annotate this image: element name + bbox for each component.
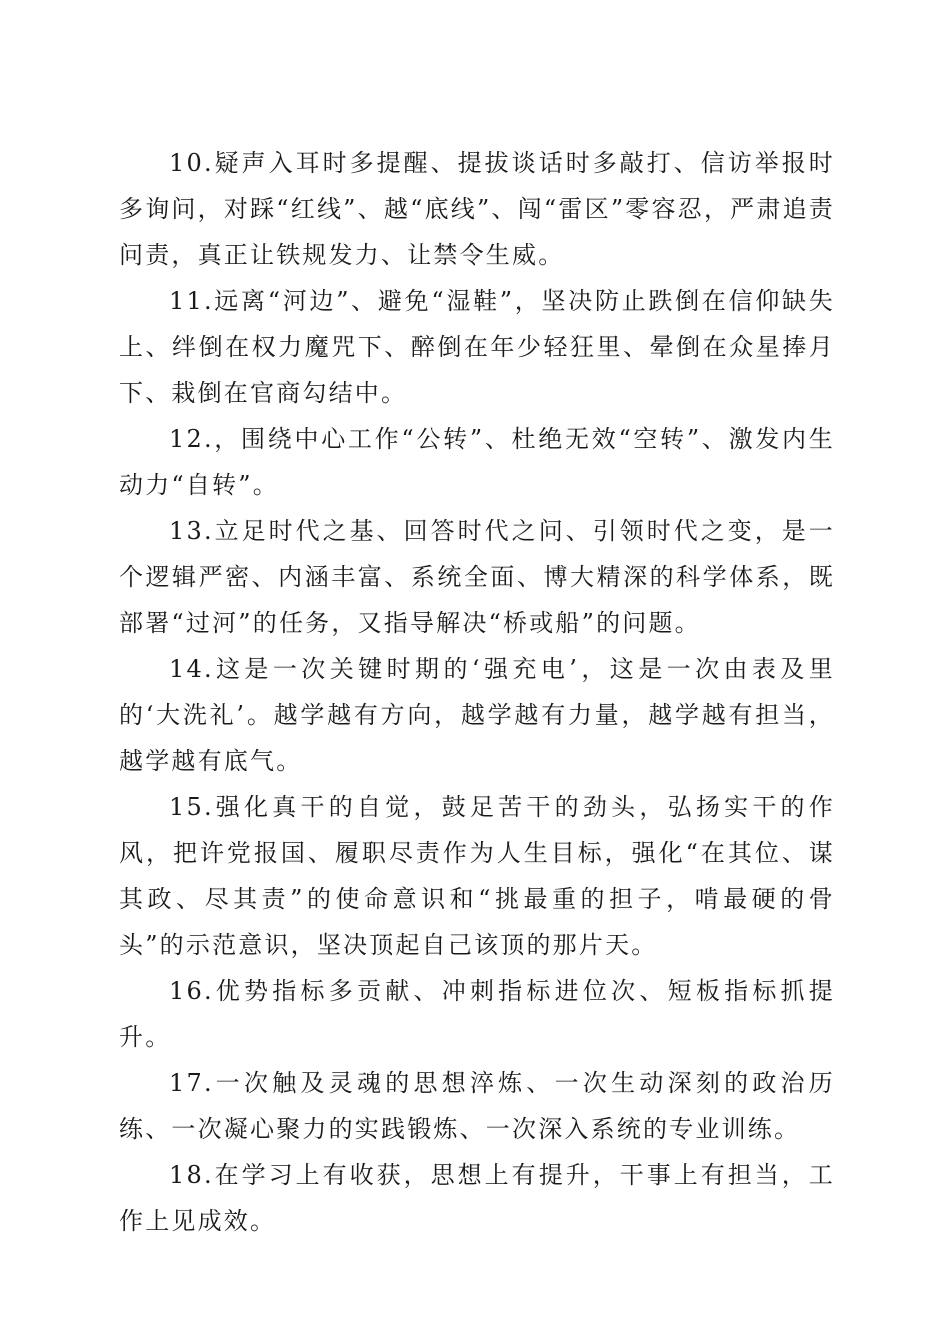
- paragraph-12: 12.，围绕中心工作“公转”、杜绝无效“空转”、激发内生动力“自转”。: [119, 425, 835, 499]
- paragraph-16: 16.优势指标多贡献、冲刺指标进位次、短板指标抓提升。: [119, 977, 835, 1051]
- paragraph-14: 14.这是一次关键时期的‘强充电’，这是一次由表及里的‘大洗礼’。越学越有方向，越学越有力量，越学越有担当，越学越有底气。: [119, 655, 835, 775]
- paragraph-15: 15.强化真干的自觉，鼓足苦干的劲头，弘扬实干的作风，把许党报国、履职尽责作为人生目标，强化“在其位、谋其政、尽其责”的使命意识和“挑最重的担子，啃最硬的骨头”的示范意识，坚决顶起自己该顶的那片天。: [119, 793, 835, 959]
- document-body: [119, 140, 835, 1244]
- paragraph-11: 11.远离“河边”、避免“湿鞋”，坚决防止跌倒在信仰缺失上、绊倒在权力魔咒下、醉倒在年少轻狂里、晕倒在众星捧月下、栽倒在官商勾结中。: [119, 287, 835, 407]
- paragraph-17: 17.一次触及灵魂的思想淬炼、一次生动深刻的政治历练、一次凝心聚力的实践锻炼、一次深入系统的专业训练。: [119, 1069, 835, 1143]
- paragraph-13: 13.立足时代之基、回答时代之问、引领时代之变，是一个逻辑严密、内涵丰富、系统全面、博大精深的科学体系，既部署“过河”的任务，又指导解决“桥或船”的问题。: [119, 517, 835, 637]
- paragraph-10: 10.疑声入耳时多提醒、提拔谈话时多敲打、信访举报时多询问，对踩“红线”、越“底线”、闯“雷区”零容忍，严肃追责问责，真正让铁规发力、让禁令生威。: [119, 149, 835, 269]
- paragraph-18: 18.在学习上有收获，思想上有提升，干事上有担当，工作上见成效。: [119, 1161, 835, 1235]
